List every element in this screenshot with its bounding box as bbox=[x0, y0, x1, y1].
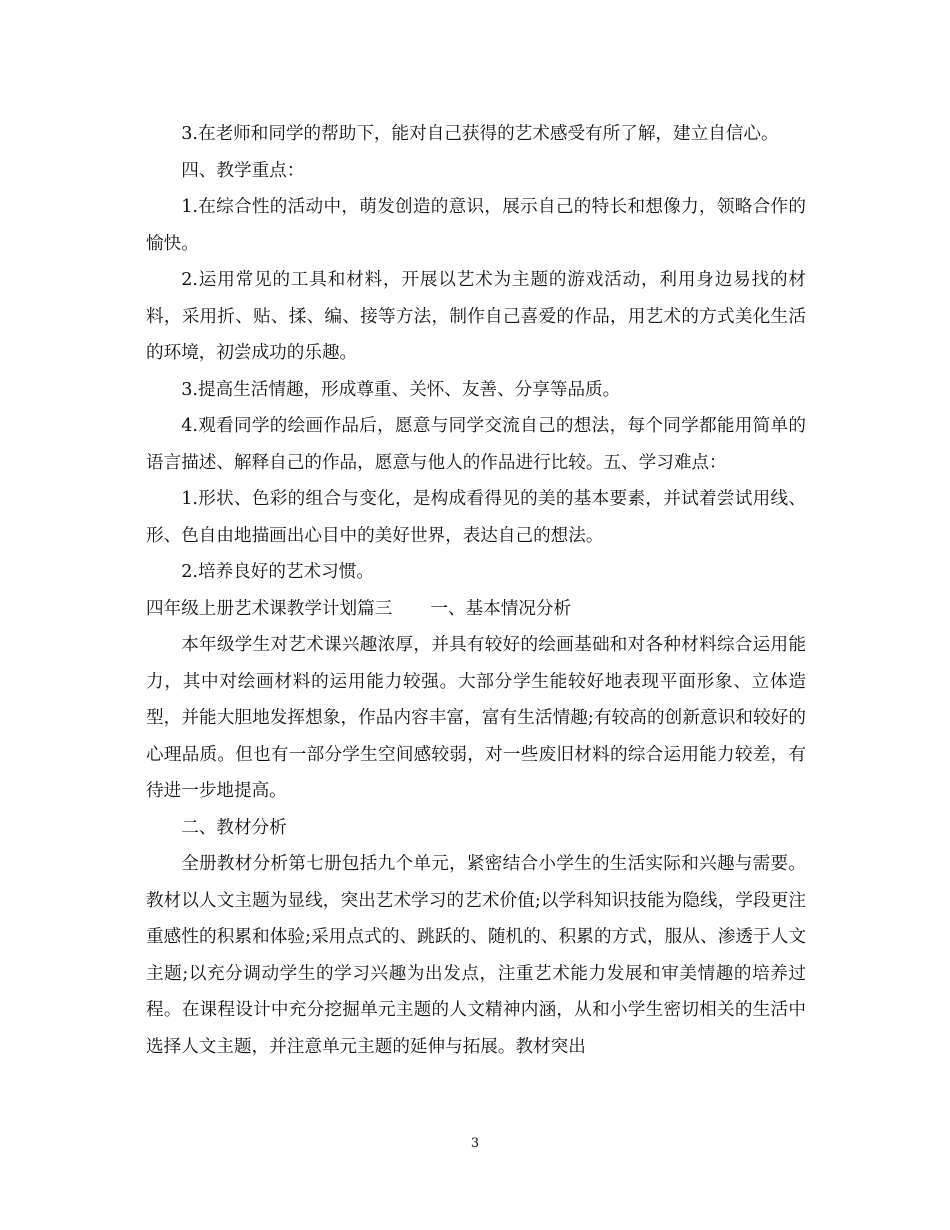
page-number: 3 bbox=[470, 1136, 480, 1151]
paragraph: 本年级学生对艺术课兴趣浓厚，并具有较好的绘画基础和对各种材料综合运用能力，其中对绘画材料的运用能力较强。大部分学生能较好地表现平面形象、立体造型，并能大胆地发挥想象，作品内容丰富，富有生活情趣;有较高的创新意识和较好的心理品质。但也有一部分学生空间感较弱，对一些废旧材料的综合运用能力较差，有待进一步地提高。 bbox=[146, 635, 806, 801]
document-body bbox=[146, 116, 806, 1065]
paragraph: 2.运用常见的工具和材料，开展以艺术为主题的游戏活动，利用身边易找的材料，采用折、贴、揉、编、接等方法，制作自己喜爱的作品，用艺术的方式美化生活的环境，初尝成功的乐趣。 bbox=[146, 270, 806, 363]
heading-teaching-focus: 四、教学重点： bbox=[181, 160, 305, 181]
paragraph: 1.形状、色彩的组合与变化，是构成看得见的美的基本要素，并试着尝试用线、形、色自由地描画出心目中的美好世界，表达自己的想法。 bbox=[146, 489, 806, 546]
section-title: 四年级上册艺术课教学计划篇三 bbox=[146, 598, 393, 619]
paragraph: 3.在老师和同学的帮助下，能对自己获得的艺术感受有所了解，建立自信心。 bbox=[181, 124, 779, 144]
heading-material-analysis: 二、教材分析 bbox=[181, 817, 287, 838]
paragraph: 2.培养良好的艺术习惯。 bbox=[181, 562, 374, 582]
paragraph: 4.观看同学的绘画作品后，愿意与同学交流自己的想法，每个同学都能用简单的语言描述、解释自己的作品，愿意与他人的作品进行比较。五、学习难点： bbox=[146, 416, 806, 473]
paragraph: 3.提高生活情趣，形成尊重、关怀、友善、分享等品质。 bbox=[181, 379, 621, 400]
paragraph: 全册教材分析第七册包括九个单元，紧密结合小学生的生活实际和兴趣与需要。教材以人文主题为显线，突出艺术学习的艺术价值;以学科知识技能为隐线，学段更注重感性的积累和体验;采用点式的、跳跃的、随机的、积累的方式，服从、渗透于人文主题;以充分调动学生的学习兴趣为出发点，注重艺术能力发展和审美情趣的培养过程。在课程设计中充分挖掘单元主题的人文精神内涵，从和小学生密切相关的生活中选择人文主题，并注意单元主题的延伸与拓展。教材突出 bbox=[146, 854, 806, 1057]
paragraph: 1.在综合性的活动中，萌发创造的意识，展示自己的特长和想像力，领略合作的愉快。 bbox=[146, 197, 806, 254]
section-heading bbox=[146, 591, 806, 628]
section-subtitle: 一、基本情况分析 bbox=[430, 598, 572, 619]
